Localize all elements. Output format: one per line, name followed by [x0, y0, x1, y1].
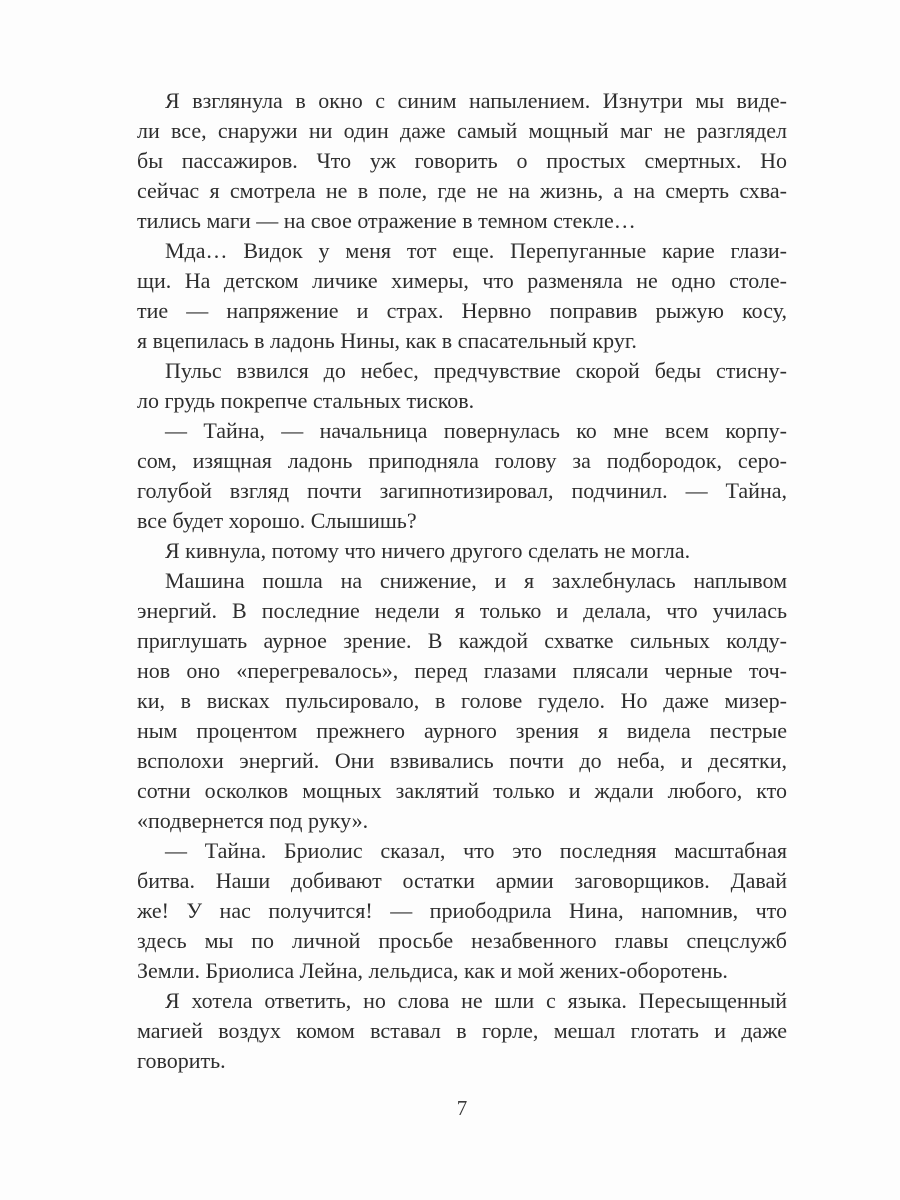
text-line: ным процентом прежнего аурного зрения я видела пестрые: [137, 718, 787, 743]
paragraph: [137, 86, 787, 236]
text-line: щи. На детском личике химеры, что разменяла не одно столе-: [137, 268, 787, 293]
text-line: сейчас я смотрела не в поле, где не на жизнь, а на смерть схва-: [137, 178, 787, 203]
text-line: сом, изящная ладонь приподняла голову за подбородок, серо-: [137, 448, 787, 473]
text-line: же! У нас получится! — приободрила Нина, напомнив, что: [137, 898, 787, 923]
text-line: тие — напряжение и страх. Нервно поправив рыжую косу,: [137, 298, 787, 323]
paragraph: [137, 536, 787, 566]
text-line: Я хотела ответить, но слова не шли с языка. Пересыщенный: [165, 988, 787, 1013]
text-line: приглушать аурное зрение. В каждой схватке сильных колду-: [137, 628, 787, 653]
text-line: энергий. В последние недели я только и делала, что училась: [137, 598, 787, 623]
text-line: Машина пошла на снижение, и я захлебнулась наплывом: [165, 568, 787, 593]
text-line: ли все, снаружи ни один даже самый мощный маг не разглядел: [137, 118, 787, 143]
text-line: сотни осколков мощных заклятий только и ждали любого, кто: [137, 778, 787, 803]
page-text: [137, 86, 787, 1076]
text-line: — Тайна, — начальница повернулась ко мне всем корпу-: [165, 418, 787, 443]
text-line: Пульс взвился до небес, предчувствие скорой беды стисну-: [165, 358, 787, 383]
text-line: говорить.: [137, 1048, 226, 1073]
paragraph: [137, 986, 787, 1076]
text-line: все будет хорошо. Слышишь?: [137, 508, 417, 533]
text-line: магией воздух комом вставал в горле, мешал глотать и даже: [137, 1018, 787, 1043]
text-line: ло грудь покрепче стальных тисков.: [137, 388, 475, 413]
paragraph: [137, 236, 787, 356]
text-line: Мда… Видок у меня тот еще. Перепуганные карие глази-: [165, 238, 787, 263]
text-line: — Тайна. Бриолис сказал, что это последняя масштабная: [165, 838, 787, 863]
text-line: Земли. Бриолиса Лейна, лельдиса, как и мой жених-оборотень.: [137, 958, 728, 983]
text-line: ки, в висках пульсировало, в голове гудело. Но даже мизер-: [137, 688, 787, 713]
text-line: Я кивнула, потому что ничего другого сделать не могла.: [165, 538, 691, 563]
text-line: тились маги — на свое отражение в темном стекле…: [137, 208, 636, 233]
text-line: голубой взгляд почти загипнотизировал, подчинил. — Тайна,: [137, 478, 787, 503]
text-line: я вцепилась в ладонь Нины, как в спасательный круг.: [137, 328, 637, 353]
text-line: нов оно «перегревалось», перед глазами плясали черные точ-: [137, 658, 787, 683]
paragraph: [137, 566, 787, 836]
page-number: 7: [456, 1096, 468, 1120]
paragraph: [137, 356, 787, 416]
text-line: бы пассажиров. Что уж говорить о простых смертных. Но: [137, 148, 787, 173]
paragraph: [137, 836, 787, 986]
text-line: здесь мы по личной просьбе незабвенного главы спецслужб: [137, 928, 787, 953]
text-line: Я взглянула в окно с синим напылением. Изнутри мы виде-: [165, 88, 787, 113]
text-line: «подвернется под руку».: [137, 808, 369, 833]
text-line: всполохи энергий. Они взвивались почти до неба, и десятки,: [137, 748, 787, 773]
text-line: битва. Наши добивают остатки армии заговорщиков. Давай: [137, 868, 787, 893]
paragraph: [137, 416, 787, 536]
